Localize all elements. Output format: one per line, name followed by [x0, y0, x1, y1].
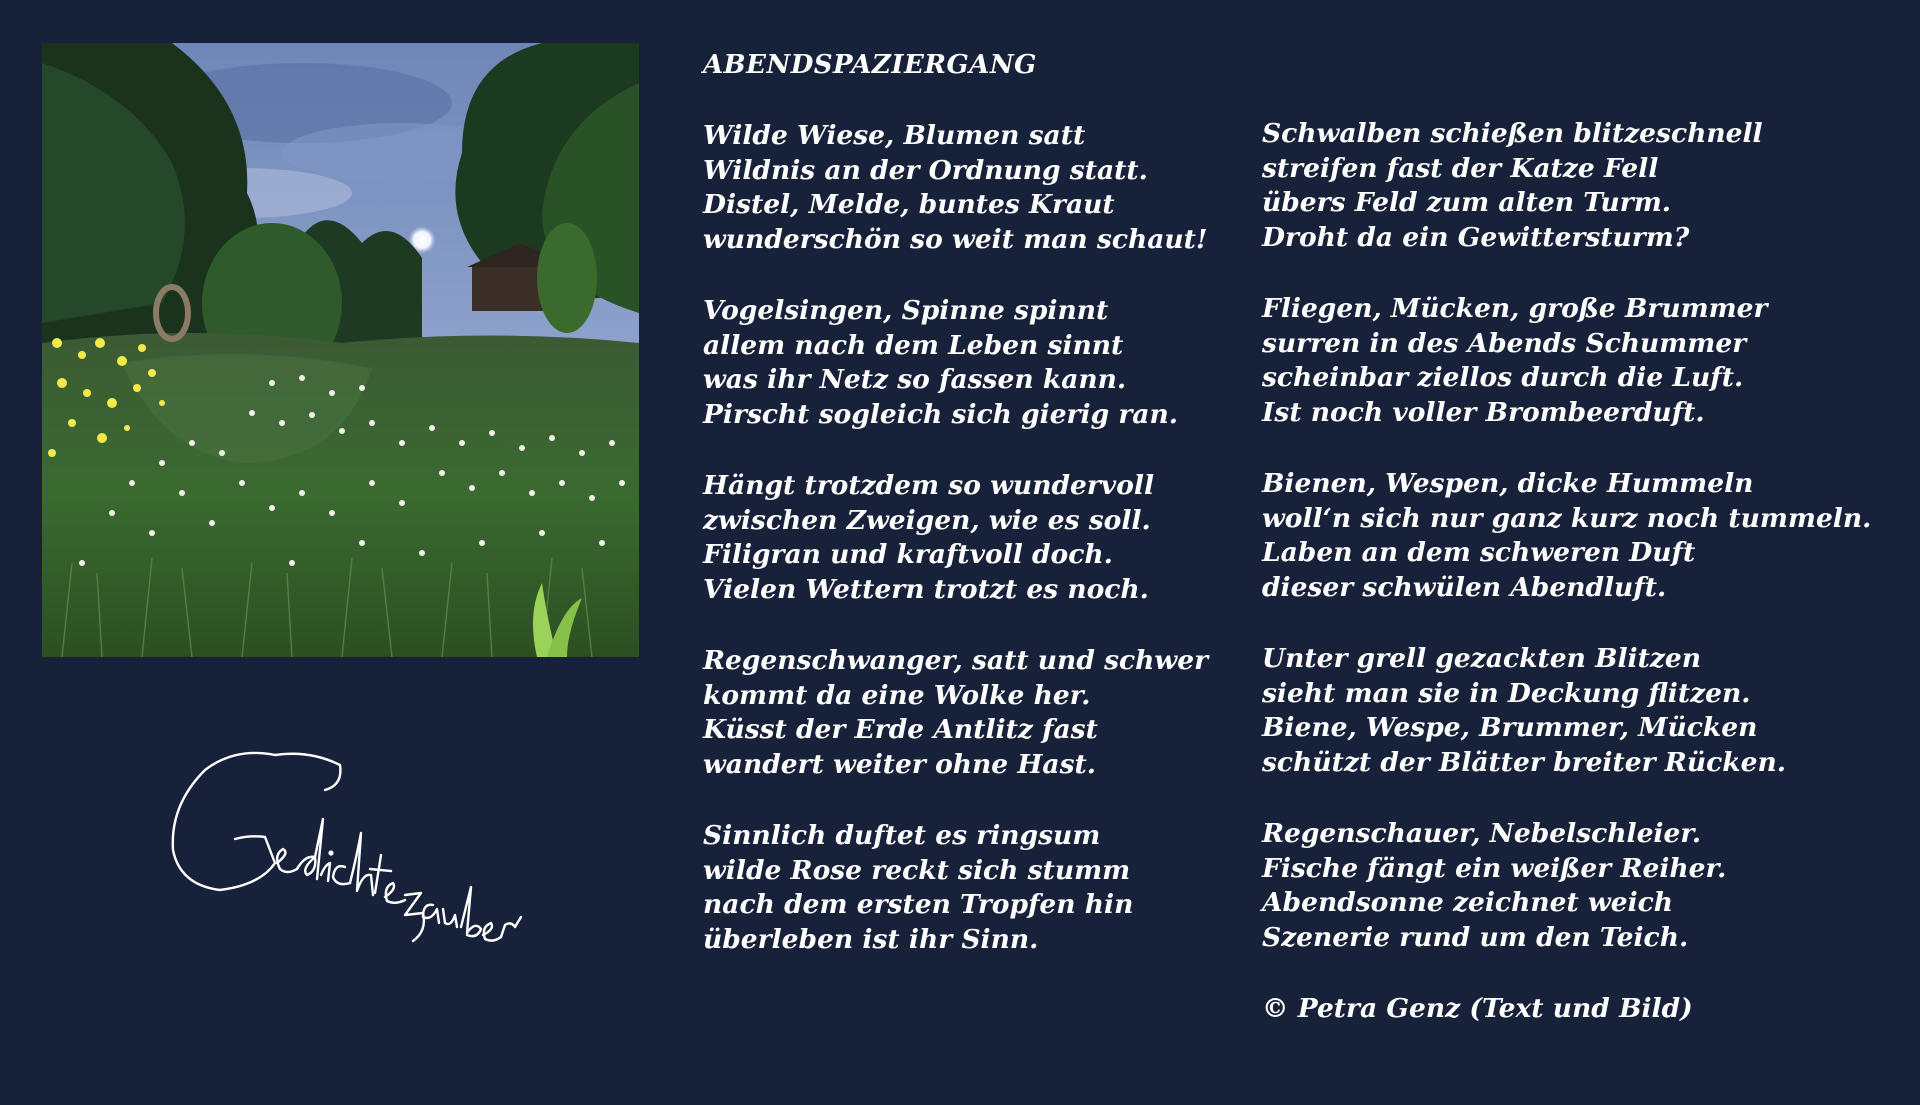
meadow-photo	[42, 43, 639, 657]
signature-gedichtezauber	[165, 745, 535, 975]
stanza	[1262, 467, 1871, 605]
poem-line: Unter grell gezackten Blitzen	[1262, 643, 1702, 674]
poem-line: was ihr Netz so fassen kann.	[703, 364, 1127, 395]
poem-line: Vielen Wettern trotzt es noch.	[703, 573, 1149, 605]
poem-line: überleben ist ihr Sinn.	[703, 923, 1039, 955]
poem-line: Schwalben schießen blitzeschnell	[1262, 118, 1763, 149]
poem-line: surren in des Abends Schummer	[1262, 327, 1747, 359]
poem-line: Vogelsingen, Spinne spinnt	[703, 295, 1109, 326]
poem-title: ABENDSPAZIERGANG	[703, 50, 1037, 80]
poem-line: streifen fast der Katze Fell	[1262, 152, 1659, 184]
stanza	[703, 819, 1208, 957]
poem-line: Droht da ein Gewittersturm?	[1262, 221, 1690, 253]
poem-line: Küsst der Erde Antlitz fast	[703, 714, 1098, 745]
stanza	[1262, 817, 1871, 955]
poem-line: Ist noch voller Brombeerduft.	[1262, 396, 1705, 428]
poem-right-column	[1262, 117, 1871, 1027]
poem-line: Fliegen, Mücken, große Brummer	[1262, 293, 1768, 324]
poem-line: wilde Rose reckt sich stumm	[703, 854, 1131, 886]
poem-line: allem nach dem Leben sinnt	[703, 329, 1124, 361]
poem-line: Bienen, Wespen, dicke Hummeln	[1262, 468, 1754, 499]
poem-line: schützt der Blätter breiter Rücken.	[1262, 746, 1786, 778]
stanza	[703, 119, 1208, 257]
poem-line: dieser schwülen Abendluft.	[1262, 571, 1667, 603]
poem-line: wunderschön so weit man schaut!	[703, 223, 1208, 255]
poem-line: Sinnlich duftet es ringsum	[703, 820, 1101, 851]
poem-line: sieht man sie in Deckung flitzen.	[1262, 677, 1751, 709]
stanza	[703, 294, 1208, 432]
stanza	[1262, 117, 1871, 255]
poem-line: Hängt trotzdem so wundervoll	[703, 470, 1155, 501]
poem-line: nach dem ersten Tropfen hin	[703, 889, 1134, 920]
poem-line: kommt da eine Wolke her.	[703, 679, 1091, 711]
poem-line: Szenerie rund um den Teich.	[1262, 921, 1689, 953]
poem-left-column	[703, 119, 1208, 957]
poem-line: Distel, Melde, buntes Kraut	[703, 189, 1115, 220]
poem-line: Fische fängt ein weißer Reiher.	[1262, 852, 1727, 884]
poem-line: Filigran und kraftvoll doch.	[703, 539, 1113, 570]
poem-line: Laben an dem schweren Duft	[1262, 537, 1696, 568]
poem-line: Wilde Wiese, Blumen satt	[703, 120, 1086, 151]
poem-line: woll‘n sich nur ganz kurz noch tummeln.	[1262, 502, 1872, 534]
poem-line: Abendsonne zeichnet weich	[1262, 887, 1674, 918]
poem-line: Wildnis an der Ordnung statt.	[703, 154, 1148, 186]
poem-line: zwischen Zweigen, wie es soll.	[703, 504, 1151, 536]
poem-line: wandert weiter ohne Hast.	[703, 748, 1096, 780]
stanza	[703, 644, 1208, 782]
poem-line: übers Feld zum alten Turm.	[1262, 187, 1672, 218]
poem-line: Biene, Wespe, Brummer, Mücken	[1262, 712, 1758, 743]
poem-line: Regenschwanger, satt und schwer	[703, 645, 1209, 676]
stanza	[1262, 292, 1871, 430]
copyright-notice: © Petra Genz (Text und Bild)	[1262, 993, 1693, 1024]
poem-line: scheinbar ziellos durch die Luft.	[1262, 362, 1744, 393]
poem-line: Regenschauer, Nebelschleier.	[1262, 818, 1702, 849]
stanza	[1262, 642, 1871, 780]
poem-line: Pirscht sogleich sich gierig ran.	[703, 398, 1178, 430]
stanza	[703, 469, 1208, 607]
